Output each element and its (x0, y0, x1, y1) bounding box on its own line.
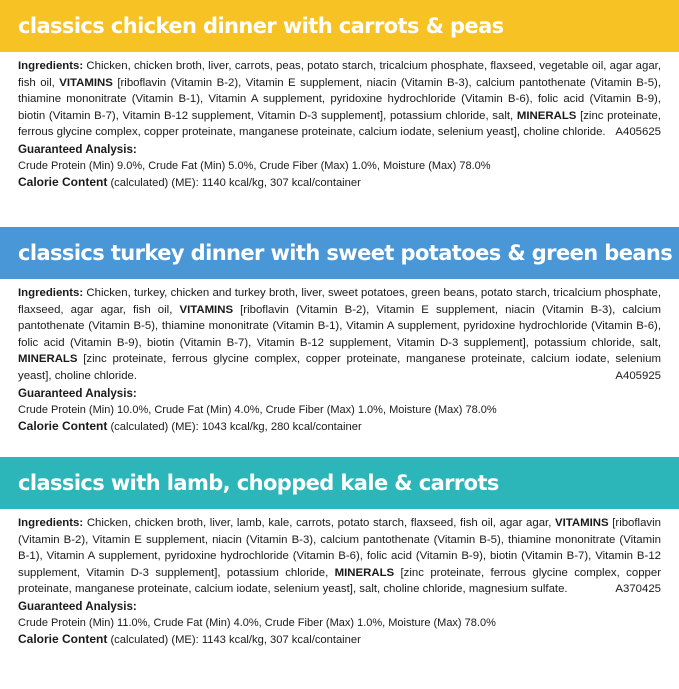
calorie-content-value: (calculated) (ME): 1043 kcal/kg, 280 kcal/container (107, 420, 362, 433)
product-title-banner: classics with lamb, chopped kale & carrots (0, 457, 679, 509)
guaranteed-analysis-title: Guaranteed Analysis: (18, 599, 137, 613)
ingredients-text: Chicken, chicken broth, liver, carrots, peas, potato starch, tricalcium phosphate, flaxseed, vegetable oil, agar agar, fish oil, (18, 60, 661, 89)
ingredients-text: Chicken, chicken broth, liver, lamb, kale, carrots, potato starch, flaxseed, fish oil, agar agar, (83, 517, 556, 529)
ingredients-label: Ingredients: (18, 287, 84, 299)
product-title-banner: classics chicken dinner with carrots & peas (0, 0, 679, 52)
product-code: A405625 (615, 126, 661, 139)
product-section-turkey (0, 227, 679, 457)
minerals-label: MINERALS (516, 109, 577, 122)
calorie-content-value: (calculated) (ME): 1143 kcal/kg, 307 kcal/container (107, 633, 361, 646)
ingredients-label: Ingredients: (18, 517, 84, 529)
calorie-content (18, 418, 661, 436)
product-code: A370425 (615, 583, 661, 596)
minerals-label: MINERALS (18, 353, 78, 366)
calorie-content-label: Calorie Content (18, 174, 108, 189)
ingredients-text: [riboflavin (Vitamin B-2), Vitamin E supplement, niacin (Vitamin B-3), calcium pantothenate (Vitamin B-5), thiamine mononitrate (Vitamin B-1), Vitamin A supplement, pyridoxine hydrochloride (Vitamin B-6), folic acid (Vitamin B-9), biotin (Vitamin B-7), Vitamin B-12 supplement, Vitamin D-3 supplement], potassium chloride, salt, (18, 76, 661, 122)
calorie-content-label: Calorie Content (18, 631, 108, 646)
ingredients-text: [riboflavin (Vitamin B-2), Vitamin E supplement, niacin (Vitamin B-3), calcium pantothenate (Vitamin B-5), thiamine mononitrate (Vitamin B-1), Vitamin A supplement, pyridoxine hydrochloride (Vitamin B-6), folic acid (Vitamin B-9), biotin (Vitamin B-7), Vitamin B-12 supplement, Vitamin D-3 supplement], potassium chloride, salt, (18, 303, 661, 349)
product-details (0, 509, 679, 689)
guaranteed-analysis-values: Crude Protein (Min) 9.0%, Crude Fat (Min) 5.0%, Crude Fiber (Max) 1.0%, Moisture (Max) 78.0% (18, 159, 491, 172)
ingredients-text: [zinc proteinate, ferrous glycine complex, copper proteinate, manganese proteinate, calcium iodate, selenium yeast], choline chloride. (18, 109, 662, 139)
product-code: A405925 (615, 369, 661, 382)
product-details (0, 52, 679, 227)
vitamins-label: VITAMINS (179, 303, 234, 316)
ingredients-text: Chicken, turkey, chicken and turkey broth, liver, sweet potatoes, green beans, potato starch, tricalcium phosphate, flaxseed, agar agar, fish oil, (18, 287, 661, 316)
calorie-content-label: Calorie Content (18, 418, 108, 433)
calorie-content (18, 174, 661, 192)
guaranteed-analysis-values: Crude Protein (Min) 11.0%, Crude Fat (Min) 4.0%, Crude Fiber (Max) 1.0%, Moisture (Max) 78.0% (18, 616, 496, 629)
guaranteed-analysis-title: Guaranteed Analysis: (18, 386, 137, 400)
product-section-lamb (0, 457, 679, 689)
calorie-content (18, 631, 661, 649)
vitamins-label: VITAMINS (555, 517, 609, 529)
ingredients-text: [riboflavin (Vitamin B-2), Vitamin E supplement, niacin (Vitamin B-3), calcium pantothenate (Vitamin B-5), thiamine mononitrate (Vitamin B-1), Vitamin A supplement, pyridoxine hydrochloride (Vitamin B-6), folic acid (Vitamin B-9), biotin (Vitamin B-7), Vitamin B-12 supplement, Vitamin D-3 supplement], potassium chloride, (18, 517, 661, 579)
product-details (0, 279, 679, 457)
guaranteed-analysis-values: Crude Protein (Min) 10.0%, Crude Fat (Min) 4.0%, Crude Fiber (Max) 1.0%, Moisture (Max) 78.0% (18, 403, 497, 416)
ingredients-paragraph (18, 285, 661, 385)
ingredients-text: [zinc proteinate, ferrous glycine complex, copper proteinate, manganese proteinate, calcium iodate, selenium yeast], salt, choline chloride, magnesium sulfate. (18, 566, 661, 596)
ingredients-label: Ingredients: (18, 60, 84, 72)
product-section-chicken (0, 0, 679, 227)
product-title-banner: classics turkey dinner with sweet potatoes & green beans (0, 227, 679, 279)
minerals-label: MINERALS (334, 566, 395, 579)
vitamins-label: VITAMINS (59, 76, 113, 89)
guaranteed-analysis-title: Guaranteed Analysis: (18, 142, 137, 156)
calorie-content-value: (calculated) (ME): 1140 kcal/kg, 307 kcal/container (107, 176, 361, 189)
ingredients-text: [zinc proteinate, ferrous glycine complex, copper proteinate, manganese proteinate, calcium iodate, selenium yeast], choline chloride. (18, 353, 661, 382)
ingredients-paragraph (18, 515, 661, 598)
ingredients-paragraph (18, 58, 661, 141)
